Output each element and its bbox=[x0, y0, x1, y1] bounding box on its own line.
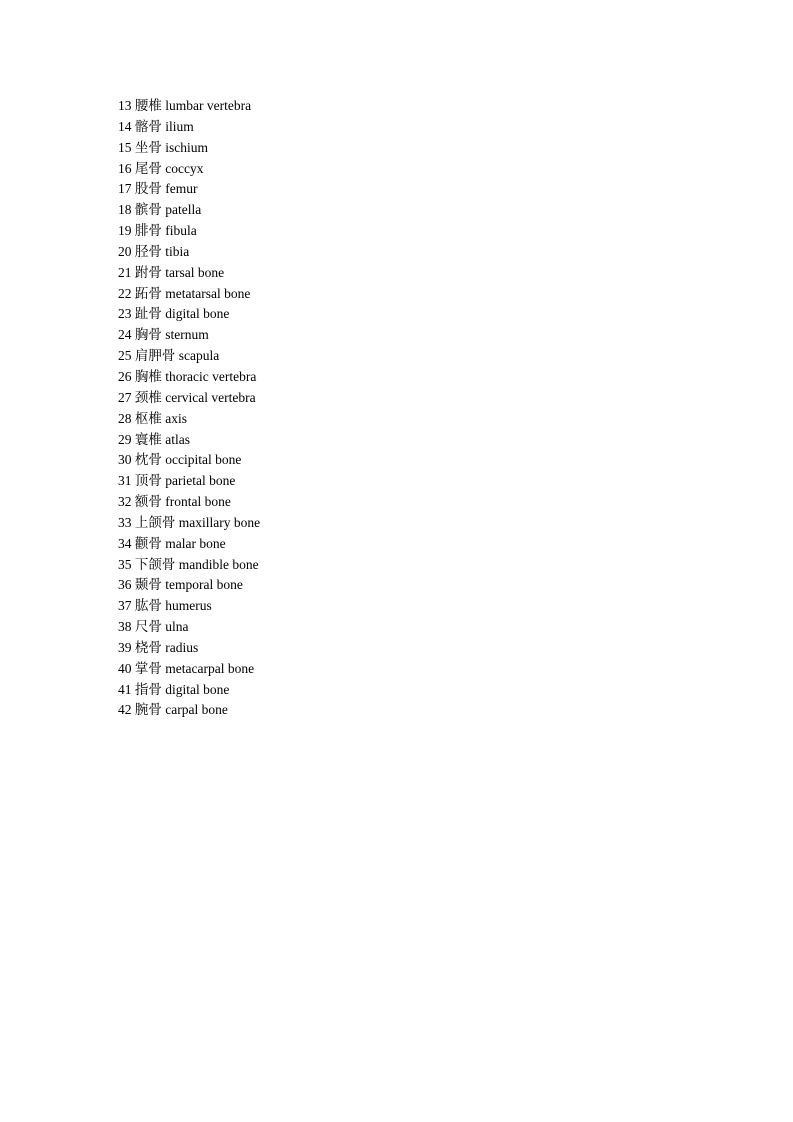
term-line-40: 40 掌骨 metacarpal bone bbox=[118, 660, 255, 676]
term-line-35: 35 下颌骨 mandible bone bbox=[118, 556, 259, 572]
term-line-42: 42 腕骨 carpal bone bbox=[118, 702, 228, 718]
term-line-16: 16 尾骨 coccyx bbox=[118, 160, 204, 176]
term-line-23: 23 趾骨 digital bone bbox=[118, 306, 230, 322]
term-line-36: 36 颞骨 temporal bone bbox=[118, 577, 243, 593]
term-line-28: 28 枢椎 axis bbox=[118, 410, 187, 426]
term-line-38: 38 尺骨 ulna bbox=[118, 619, 189, 635]
term-line-15: 15 坐骨 ischium bbox=[118, 139, 208, 155]
term-line-22: 22 跖骨 metatarsal bone bbox=[118, 285, 251, 301]
term-line-19: 19 腓骨 fibula bbox=[118, 223, 197, 239]
term-line-29: 29 寰椎 atlas bbox=[118, 431, 190, 447]
term-line-32: 32 额骨 frontal bone bbox=[118, 494, 231, 510]
term-line-26: 26 胸椎 thoracic vertebra bbox=[118, 368, 257, 384]
term-line-34: 34 颧骨 malar bone bbox=[118, 535, 226, 551]
term-line-17: 17 股骨 femur bbox=[118, 181, 198, 197]
term-line-20: 20 胫骨 tibia bbox=[118, 243, 190, 259]
term-line-41: 41 指骨 digital bone bbox=[118, 681, 230, 697]
term-line-24: 24 胸骨 sternum bbox=[118, 327, 209, 343]
term-line-33: 33 上颌骨 maxillary bone bbox=[118, 514, 261, 530]
term-line-30: 30 枕骨 occipital bone bbox=[118, 452, 242, 468]
bone-term-list bbox=[118, 96, 260, 721]
term-line-21: 21 跗骨 tarsal bone bbox=[118, 264, 225, 280]
term-line-13: 13 腰椎 lumbar vertebra bbox=[118, 98, 252, 113]
term-line-37: 37 肱骨 humerus bbox=[118, 598, 212, 614]
term-line-39: 39 桡骨 radius bbox=[118, 639, 199, 655]
term-line-31: 31 顶骨 parietal bone bbox=[118, 473, 236, 489]
term-line-25: 25 肩胛骨 scapula bbox=[118, 348, 220, 364]
term-line-14: 14 髂骨 ilium bbox=[118, 118, 194, 134]
term-line-27: 27 颈椎 cervical vertebra bbox=[118, 389, 256, 405]
term-line-18: 18 髌骨 patella bbox=[118, 202, 202, 218]
